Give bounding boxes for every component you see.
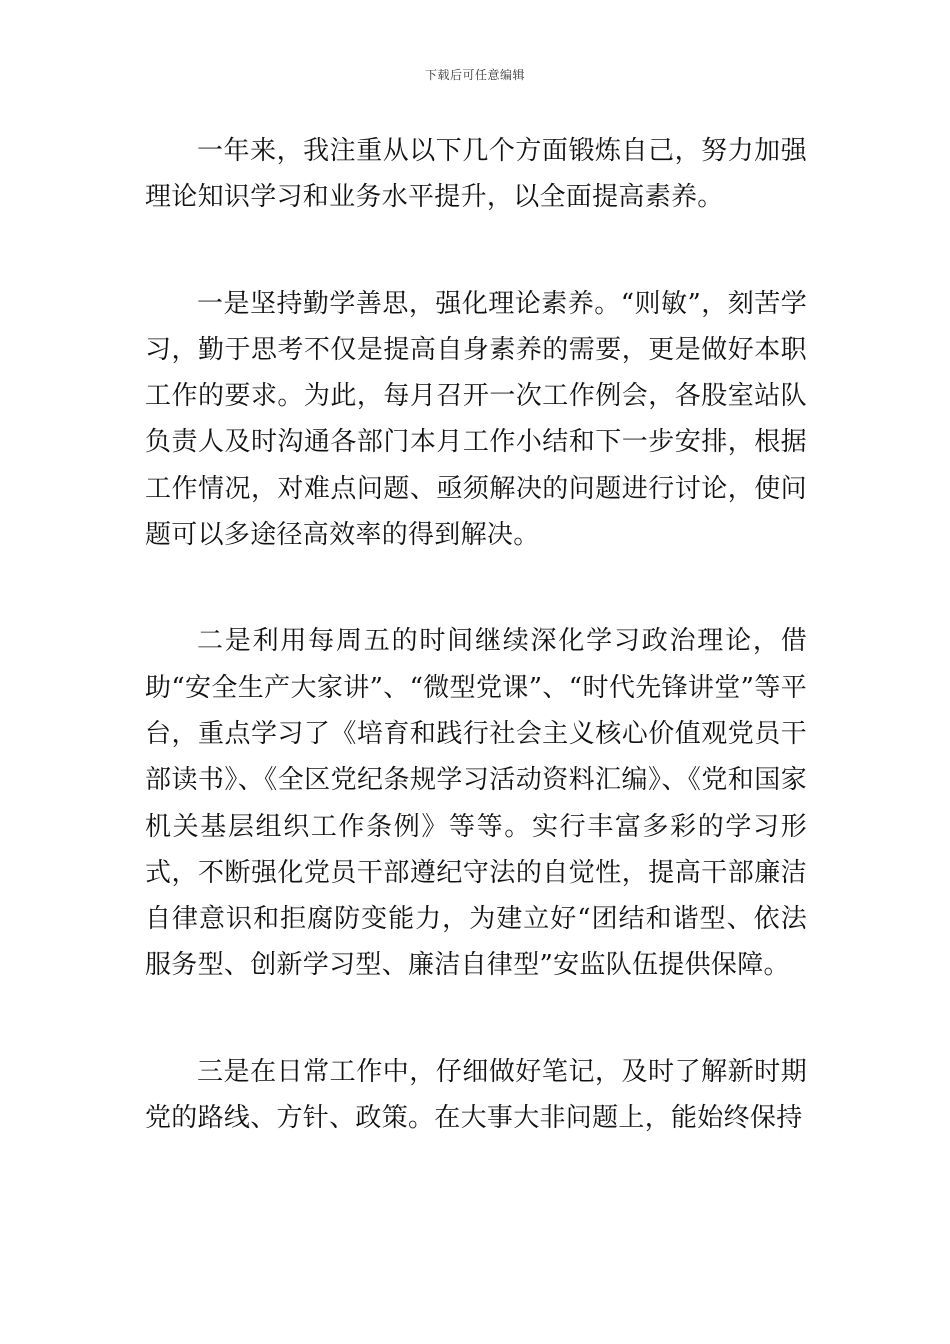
document-body xyxy=(145,128,807,1201)
paragraph-intro: 一年来，我注重从以下几个方面锻炼自己，努力加强理论知识学习和业务水平提升，以全面提高素养。 xyxy=(145,136,807,213)
paragraph-point-two: 二是利用每周五的时间继续深化学习政治理论，借助“安全生产大家讲”、“微型党课”、“时代先锋讲堂”等平台，重点学习了《培育和践行社会主义核心价值观党员干部读书》、《全区党纪条规学习活动资料汇编》、《党和国家机关基层组织工作条例》等等。实行丰富多彩的学习形式，不断强化党员干部遵纪守法的自觉性，提高干部廉洁自律意识和拒腐防变能力，为建立好“团结和谐型、依法服务型、创新学习型、廉洁自律型”安监队伍提供保障。 xyxy=(145,626,807,981)
paragraph-point-three: 三是在日常工作中，仔细做好笔记，及时了解新时期党的路线、方针、政策。在大事大非问题上，能始终保持 xyxy=(145,1056,807,1134)
page-header: 下载后可任意编辑 xyxy=(424,68,525,82)
paragraph-point-one: 一是坚持勤学善思，强化理论素养。“则敏”，刻苦学习，勤于思考不仅是提高自身素养的需要，更是做好本职工作的要求。为此，每月召开一次工作例会，各股室站队负责人及时沟通各部门本月工作小结和下一步安排，根据工作情况，对难点问题、亟须解决的问题进行讨论，使问题可以多途径高效率的得到解决。 xyxy=(145,288,807,551)
